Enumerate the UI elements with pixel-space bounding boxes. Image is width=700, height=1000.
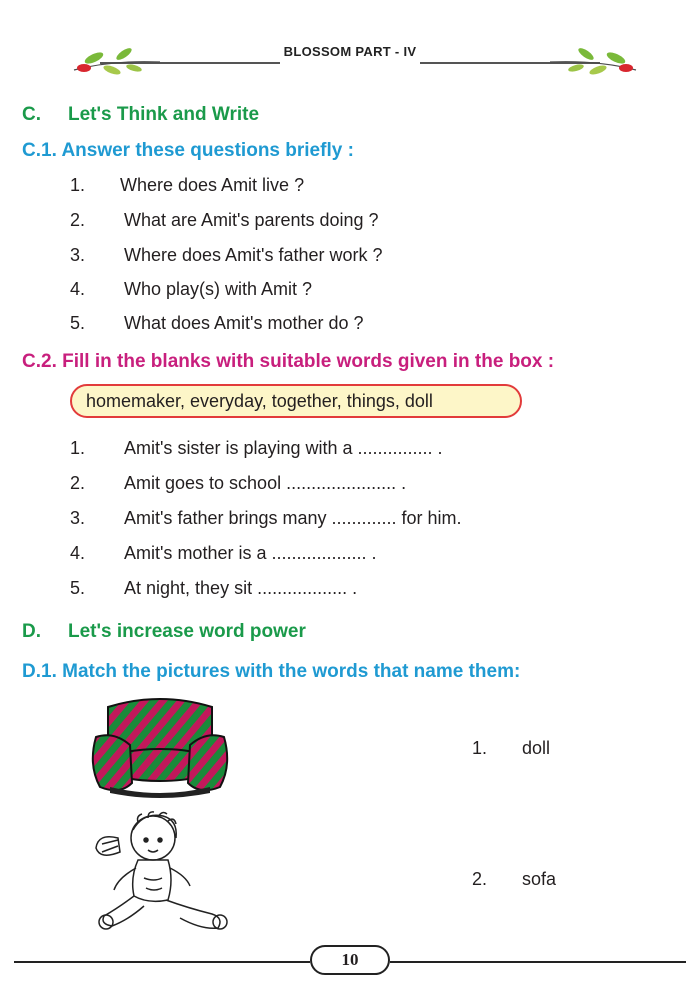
section-c2-heading — [22, 351, 554, 373]
question-number: 4. — [70, 279, 86, 299]
section-d-title: Let's increase word power — [68, 621, 306, 642]
question-number: 2. — [70, 210, 86, 230]
item-text: Amit's father brings many ............. for him. — [124, 508, 462, 528]
question-text: What are Amit's parents doing ? — [124, 210, 379, 230]
section-d1-title: Match the pictures with the words that name them: — [62, 661, 521, 682]
section-c2-title: Fill in the blanks with suitable words given in the box : — [62, 351, 555, 372]
section-d-heading — [22, 621, 306, 643]
question-number: 3. — [70, 245, 86, 265]
left-branch-ornament — [72, 40, 162, 80]
question-text: Who play(s) with Amit ? — [124, 279, 313, 299]
match-word: sofa — [522, 869, 557, 889]
section-c-heading — [22, 104, 259, 126]
section-c1-label: C.1. — [22, 140, 57, 161]
doll-picture — [88, 808, 238, 938]
item-number: 2. — [70, 473, 86, 493]
item-number: 3. — [70, 508, 86, 528]
match-word: doll — [522, 738, 551, 758]
item-text: At night, they sit .................. . — [124, 578, 358, 598]
question-number: 5. — [70, 313, 86, 333]
section-d1-label: D.1. — [22, 661, 57, 682]
question-text: Where does Amit live ? — [120, 175, 305, 195]
section-d1-heading — [22, 661, 520, 683]
item-number: 4. — [70, 543, 86, 563]
match-number: 1. — [472, 738, 488, 758]
section-c2-label: C.2. — [22, 351, 57, 372]
word-box: homemaker, everyday, together, things, doll — [70, 384, 522, 418]
page-number: 10 — [310, 945, 390, 975]
item-number: 5. — [70, 578, 86, 598]
match-number: 2. — [472, 869, 488, 889]
section-c-letter: C. — [22, 104, 41, 125]
sofa-picture — [90, 695, 230, 800]
header-title: BLOSSOM PART - IV — [283, 44, 417, 59]
footer-rule-right — [390, 961, 686, 963]
footer-rule-left — [14, 961, 310, 963]
section-d-letter: D. — [22, 621, 41, 642]
question-text: Where does Amit's father work ? — [124, 245, 383, 265]
section-c1-heading — [22, 140, 354, 162]
item-text: Amit goes to school ...................... . — [124, 473, 407, 493]
section-c1-title: Answer these questions briefly : — [61, 140, 354, 161]
item-text: Amit's mother is a ................... . — [124, 543, 377, 563]
section-c-title: Let's Think and Write — [68, 104, 260, 125]
item-text: Amit's sister is playing with a ............... . — [124, 438, 443, 458]
item-number: 1. — [70, 438, 86, 458]
question-number: 1. — [70, 175, 86, 195]
right-branch-ornament — [548, 40, 638, 80]
question-text: What does Amit's mother do ? — [124, 313, 364, 333]
